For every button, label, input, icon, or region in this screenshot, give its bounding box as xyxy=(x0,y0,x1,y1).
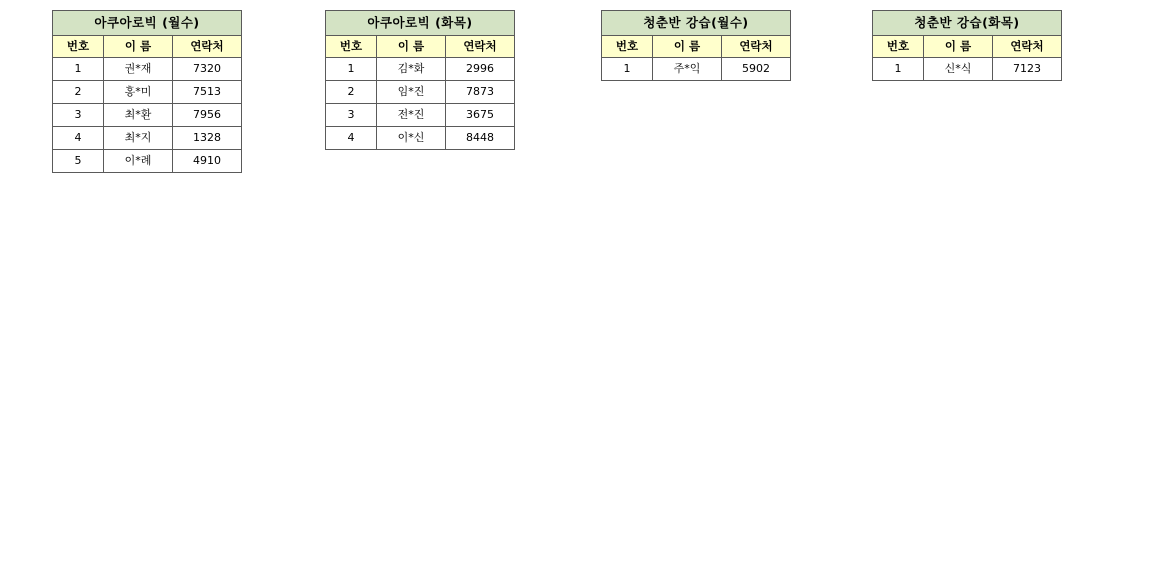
table-title: 아쿠아로빅 (월수) xyxy=(53,11,242,36)
cell-number: 2 xyxy=(53,81,104,104)
cell-name: 최*지 xyxy=(104,127,173,150)
column-header-number: 번호 xyxy=(53,36,104,58)
table-header-row xyxy=(873,36,1062,58)
column-header-number: 번호 xyxy=(326,36,377,58)
roster-table-aqua-aerobic-mon-wed xyxy=(52,10,242,173)
cell-name: 김*화 xyxy=(377,58,446,81)
cell-contact: 7956 xyxy=(173,104,242,127)
table-row xyxy=(326,81,515,104)
table-title-row xyxy=(602,11,791,36)
cell-contact: 2996 xyxy=(446,58,515,81)
table-row xyxy=(326,58,515,81)
cell-number: 4 xyxy=(53,127,104,150)
table-row xyxy=(873,58,1062,81)
cell-name: 최*환 xyxy=(104,104,173,127)
cell-number: 1 xyxy=(326,58,377,81)
cell-name: 신*식 xyxy=(924,58,993,81)
cell-name: 권*재 xyxy=(104,58,173,81)
roster-table-youth-class-tue-thu xyxy=(872,10,1062,81)
cell-contact: 7513 xyxy=(173,81,242,104)
cell-contact: 1328 xyxy=(173,127,242,150)
column-header-contact: 연락처 xyxy=(722,36,791,58)
cell-contact: 5902 xyxy=(722,58,791,81)
column-header-number: 번호 xyxy=(873,36,924,58)
column-header-number: 번호 xyxy=(602,36,653,58)
table-row xyxy=(326,104,515,127)
cell-contact: 3675 xyxy=(446,104,515,127)
table-title-row xyxy=(53,11,242,36)
table-title: 청춘반 강습(월수) xyxy=(602,11,791,36)
cell-contact: 7320 xyxy=(173,58,242,81)
column-header-name: 이 름 xyxy=(104,36,173,58)
cell-number: 1 xyxy=(602,58,653,81)
column-header-contact: 연락처 xyxy=(993,36,1062,58)
column-header-name: 이 름 xyxy=(924,36,993,58)
table-title-row xyxy=(326,11,515,36)
cell-number: 2 xyxy=(326,81,377,104)
cell-name: 전*진 xyxy=(377,104,446,127)
cell-number: 4 xyxy=(326,127,377,150)
cell-number: 5 xyxy=(53,150,104,173)
cell-contact: 4910 xyxy=(173,150,242,173)
cell-contact: 7873 xyxy=(446,81,515,104)
table-header-row xyxy=(53,36,242,58)
cell-name: 이*례 xyxy=(104,150,173,173)
column-header-name: 이 름 xyxy=(377,36,446,58)
cell-name: 이*신 xyxy=(377,127,446,150)
table-title-row xyxy=(873,11,1062,36)
table-row xyxy=(53,81,242,104)
table-header-row xyxy=(602,36,791,58)
roster-table-youth-class-mon-wed xyxy=(601,10,791,81)
cell-contact: 7123 xyxy=(993,58,1062,81)
table-title: 아쿠아로빅 (화목) xyxy=(326,11,515,36)
column-header-contact: 연락처 xyxy=(173,36,242,58)
table-row xyxy=(53,150,242,173)
cell-name: 홍*미 xyxy=(104,81,173,104)
table-row xyxy=(602,58,791,81)
cell-number: 1 xyxy=(873,58,924,81)
table-row xyxy=(53,127,242,150)
cell-name: 주*익 xyxy=(653,58,722,81)
table-row xyxy=(53,104,242,127)
roster-table-aqua-aerobic-tue-thu xyxy=(325,10,515,150)
column-header-contact: 연락처 xyxy=(446,36,515,58)
table-row xyxy=(53,58,242,81)
cell-name: 임*진 xyxy=(377,81,446,104)
cell-number: 3 xyxy=(326,104,377,127)
cell-number: 3 xyxy=(53,104,104,127)
table-title: 청춘반 강습(화목) xyxy=(873,11,1062,36)
table-header-row xyxy=(326,36,515,58)
column-header-name: 이 름 xyxy=(653,36,722,58)
table-row xyxy=(326,127,515,150)
cell-contact: 8448 xyxy=(446,127,515,150)
cell-number: 1 xyxy=(53,58,104,81)
